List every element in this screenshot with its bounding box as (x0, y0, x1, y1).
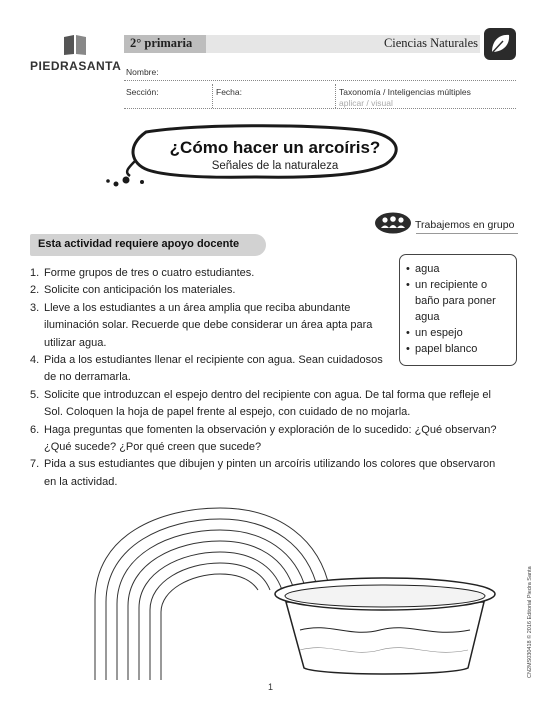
list-item: • agua (406, 261, 516, 277)
list-item: 2. Solicite con anticipación los materiales. (30, 284, 236, 297)
list-item: • papel blanco (406, 341, 516, 357)
group-work-label: Trabajemos en grupo (415, 219, 515, 231)
page-title: ¿Cómo hacer un arcoíris? (169, 138, 381, 157)
steps-list (30, 265, 510, 491)
activity-banner-text: Esta actividad requiere apoyo docente (38, 238, 240, 250)
group-icon (374, 212, 412, 234)
divider (416, 233, 518, 234)
section-label: Sección: (126, 87, 159, 97)
list-item: 4. Pida a los estudiantes llenar el recipiente con agua. Sean cuidadosos de no derramarla. (30, 354, 383, 384)
rainbow-illustration (0, 490, 550, 680)
field-divider (335, 84, 336, 108)
list-item: 6. Haga preguntas que fomenten la observación y exploración de lo sucedido: ¿Qué observan? ¿Qué sucede? ¿Por qué creen que sucede? (30, 423, 497, 454)
list-item: 1. Forme grupos de tres o cuatro estudiantes. (30, 267, 255, 279)
page-number: 1 (268, 682, 274, 692)
list-item: 3. Lleve a los estudiantes a un área amplia que reciba abundante iluminación solar. Recuerde que debe considerar un área apta para utilizar agua. (30, 301, 373, 349)
grade-label: 2° primaria (130, 36, 193, 50)
page-subtitle: Señales de la naturaleza (211, 160, 339, 172)
name-label: Nombre: (126, 67, 159, 77)
list-item: 7. Pida a sus estudiantes que dibujen y pinten un arcoíris utilizando los colores que observaron en la actividad. (30, 458, 496, 488)
subject-label: Ciencias Naturales (383, 36, 478, 50)
field-divider (212, 84, 213, 108)
leaf-icon (484, 28, 516, 60)
list-item: • un espejo (406, 325, 516, 341)
book-logo-icon (62, 34, 88, 56)
taxonomy-value: aplicar / visual (339, 98, 393, 108)
subject-badge (484, 28, 516, 60)
name-field[interactable] (124, 80, 516, 81)
section-field[interactable] (124, 108, 516, 109)
list-item: 5. Solicite que introduzcan el espejo dentro del recipiente con agua. De tal forma que refleje el Sol. Coloquen la hoja de papel frente al espejo, con cuidado de no mojarla. (30, 388, 491, 419)
brand-logo-text: PIEDRASANTA (30, 59, 122, 73)
list-item: • un recipiente o baño para poner agua (406, 277, 511, 325)
basin-illustration (275, 578, 495, 674)
side-code: CN2MS030418 © 2016 Editorial Piedra Santa (527, 566, 533, 678)
date-label: Fecha: (216, 87, 242, 97)
taxonomy-label: Taxonomía / Inteligencias múltiples (339, 87, 471, 97)
